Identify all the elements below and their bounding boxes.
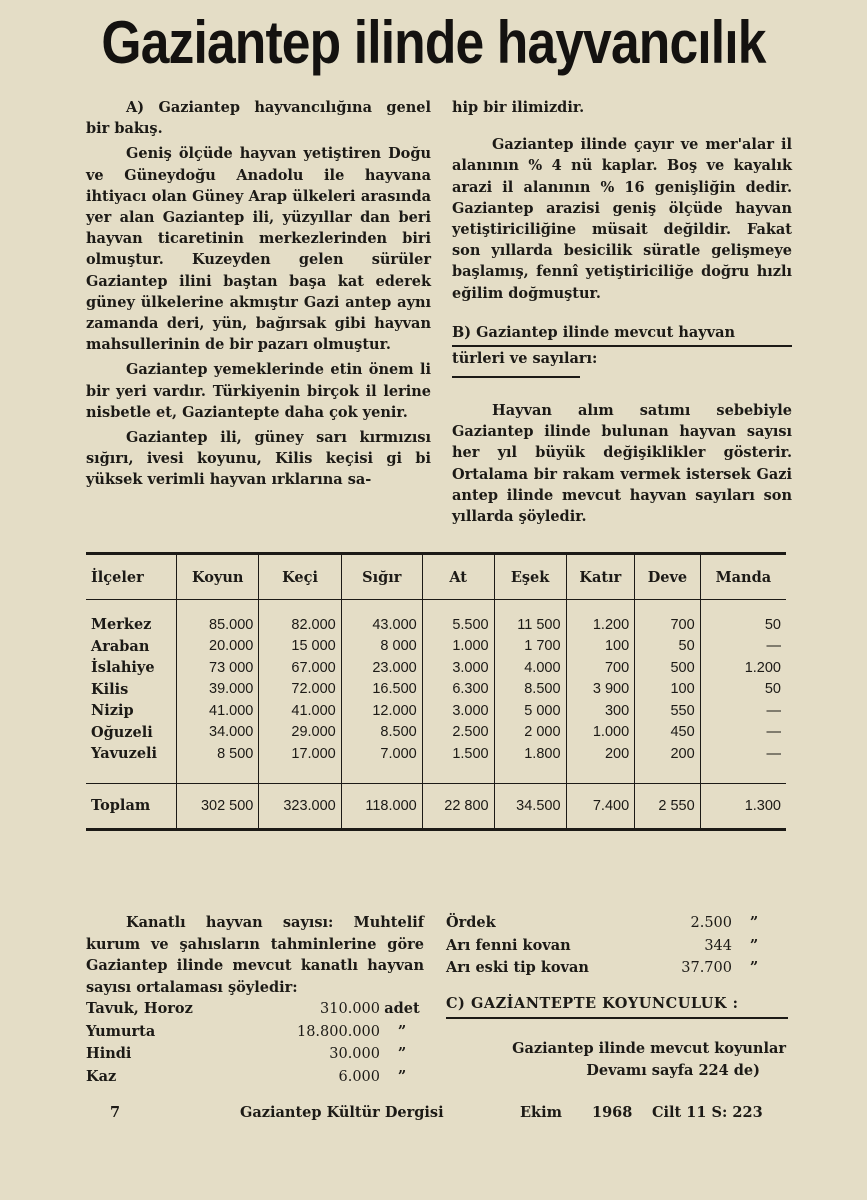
count-value: 37.700 xyxy=(681,960,732,976)
livestock-count: 8 500 xyxy=(177,743,259,765)
spacer-row xyxy=(86,765,786,784)
total-count: 7.400 xyxy=(566,783,635,829)
livestock-count: 300 xyxy=(566,700,635,722)
item-label: Hindi xyxy=(86,1045,132,1062)
poultry-list xyxy=(446,912,776,980)
poultry-list xyxy=(86,998,424,1088)
livestock-count: 1.200 xyxy=(566,614,635,636)
livestock-count: 8.500 xyxy=(494,679,566,701)
livestock-count: 82.000 xyxy=(259,614,341,636)
volume-issue: Cilt 11 S: 223 xyxy=(652,1104,763,1121)
total-count: 323.000 xyxy=(259,783,341,829)
item-value xyxy=(681,957,776,980)
item-value xyxy=(320,998,424,1021)
livestock-count: 20.000 xyxy=(177,636,259,658)
right-column-lower xyxy=(452,400,792,531)
livestock-count: 41.000 xyxy=(259,700,341,722)
livestock-count: 1.800 xyxy=(494,743,566,765)
livestock-count: 100 xyxy=(635,679,701,701)
livestock-count: 29.000 xyxy=(259,722,341,744)
district-name: Nizip xyxy=(91,702,134,720)
column-header: Manda xyxy=(700,554,786,600)
right-column xyxy=(452,97,792,308)
count-value: 2.500 xyxy=(690,915,732,931)
livestock-count: 700 xyxy=(635,614,701,636)
section-c-text xyxy=(446,1038,786,1081)
paragraph: Gaziantep ili, güney sarı kırmızısı sığırı, ivesi koyunu, Kilis keçisi gi bi yüksek verimli hayvan ırklarına sa- xyxy=(86,429,431,489)
total-count: 1.300 xyxy=(700,783,786,829)
livestock-count: 200 xyxy=(635,743,701,765)
page-title: Gaziantep ilinde hayvancılık xyxy=(101,9,766,76)
poultry-section-right xyxy=(446,912,776,980)
list-item xyxy=(86,1043,424,1066)
livestock-count: 1.200 xyxy=(700,657,786,679)
paragraph: Gaziantep ilinde çayır ve mer'alar il alanının % 4 nü kaplar. Boş ve kayalık arazi il alanının % 16 genişliğin dedir. Gaziantep arazisi geniş ölçüde hayvan yetiştiriciliğine müsait değildir. Fakat son yıllarda besicilik süratle gelişmeye başlamış, fennî yetiştiriciliğe doğru hızlı eğilim doğmuştur. xyxy=(452,136,792,302)
heading-underline xyxy=(452,345,792,347)
count-unit: ” xyxy=(397,1045,407,1062)
item-label: Yumurta xyxy=(86,1022,156,1040)
livestock-count: 50 xyxy=(700,679,786,701)
column-header: Katır xyxy=(566,554,635,600)
livestock-count: 23.000 xyxy=(341,657,422,679)
livestock-count: 41.000 xyxy=(177,700,259,722)
list-item xyxy=(86,1021,424,1044)
livestock-count: 67.000 xyxy=(259,657,341,679)
section-c-heading: C) GAZİANTEPTE KOYUNCULUK : xyxy=(446,995,739,1012)
item-label: Arı eski tip kovan xyxy=(446,959,589,976)
district-name: Oğuzeli xyxy=(91,723,153,741)
item-label: Tavuk, Horoz xyxy=(86,1000,193,1017)
livestock-count: 50 xyxy=(700,614,786,636)
paragraph: Geniş ölçüde hayvan yetiştiren Doğu ve Güneydoğu Anadolu ile hayvana ihtiyacı olan Güney Arap ülkeleri arasında yer alan Gaziantep ili, yüzyıllar dan beri hayvan ticaretinin merkezlerinden biri olmuştur. Kuzeyden gelen sürüler Gaziantep ilini baştan başa kat ederek güney ülkelerine akmıştır Gazi antep aynı zamanda deri, yün, bağırsak gibi hayvan mahsullerinin de bir pazarı olmuştur. xyxy=(86,145,431,354)
table-row xyxy=(86,614,786,636)
total-count: 22 800 xyxy=(422,783,494,829)
total-row xyxy=(86,783,786,829)
total-count: 302 500 xyxy=(177,783,259,829)
paragraph: Hayvan alım satımı sebebiyle Gaziantep ilinde bulunan hayvan sayısı her yıl büyük değişiklikler gösterir. Ortalama bir rakam vermek istersek Gazi antep ilinde mevcut hayvan sayıları son yıllarda şöyledir. xyxy=(452,402,792,526)
livestock-count: 3 900 xyxy=(566,679,635,701)
paragraph: hip bir ilimizdir. xyxy=(452,99,585,116)
livestock-count: — xyxy=(700,636,786,658)
livestock-count: 16.500 xyxy=(341,679,422,701)
count-value: 310.000 xyxy=(320,1001,380,1017)
list-item xyxy=(86,1066,424,1089)
table-row xyxy=(86,722,786,744)
count-unit: ” xyxy=(397,1067,407,1085)
count-unit: ” xyxy=(397,1022,407,1040)
table-row xyxy=(86,657,786,679)
livestock-count: 50 xyxy=(635,636,701,658)
count-value: 30.000 xyxy=(329,1046,380,1062)
livestock-count: — xyxy=(700,700,786,722)
table-row xyxy=(86,700,786,722)
livestock-count: 17.000 xyxy=(259,743,341,765)
district-name: İslahiye xyxy=(91,659,155,677)
count-unit: ” xyxy=(749,959,759,976)
item-label: Ördek xyxy=(446,914,496,931)
column-header: Deve xyxy=(635,554,701,600)
count-unit: ” xyxy=(749,914,759,931)
list-item xyxy=(446,912,776,935)
continuation-note: Devamı sayfa 224 de) xyxy=(586,1061,760,1079)
count-unit: ” xyxy=(749,936,759,954)
count-value: 6.000 xyxy=(338,1068,380,1085)
district-name: Kilis xyxy=(91,680,129,698)
livestock-count: 73 000 xyxy=(177,657,259,679)
livestock-count: 700 xyxy=(566,657,635,679)
livestock-count: 43.000 xyxy=(341,614,422,636)
livestock-count: 72.000 xyxy=(259,679,341,701)
section-b-heading: B) Gaziantep ilinde mevcut hayvan türleri ve sayıları: xyxy=(452,324,736,367)
livestock-count: 2.500 xyxy=(422,722,494,744)
livestock-count: 5.500 xyxy=(422,614,494,636)
column-header: Keçi xyxy=(259,554,341,600)
livestock-count: 500 xyxy=(635,657,701,679)
item-value xyxy=(690,912,776,935)
column-header: İlçeler xyxy=(86,554,177,600)
journal-name: Gaziantep Kültür Dergisi xyxy=(240,1104,444,1121)
item-value xyxy=(704,935,776,958)
district-name: Araban xyxy=(91,637,150,655)
livestock-count: 2 000 xyxy=(494,722,566,744)
heading-underline xyxy=(446,1017,788,1019)
livestock-count: 1 700 xyxy=(494,636,566,658)
district-name: Yavuzeli xyxy=(91,745,158,763)
livestock-table xyxy=(86,552,786,831)
count-unit: adet xyxy=(384,1000,420,1017)
column-header: Eşek xyxy=(494,554,566,600)
item-value xyxy=(297,1021,424,1044)
livestock-count: 6.300 xyxy=(422,679,494,701)
item-value xyxy=(338,1066,424,1089)
livestock-count: 100 xyxy=(566,636,635,658)
livestock-count: — xyxy=(700,743,786,765)
livestock-count: 7.000 xyxy=(341,743,422,765)
paragraph: Gaziantep yemeklerinde etin önem li bir yeri vardır. Türkiyenin birçok il lerine nisbetle et, Gaziantepte daha çok yenir. xyxy=(86,361,431,421)
total-count: 2 550 xyxy=(635,783,701,829)
table-row xyxy=(86,743,786,765)
livestock-count: 1.000 xyxy=(566,722,635,744)
left-column xyxy=(86,97,431,495)
poultry-section xyxy=(86,912,424,1088)
total-count: 34.500 xyxy=(494,783,566,829)
list-item xyxy=(446,935,776,958)
livestock-count: 5 000 xyxy=(494,700,566,722)
table-row xyxy=(86,636,786,658)
poultry-intro: Kanatlı hayvan sayısı: Muhtelif kurum ve şahısların tahminlerine göre Gaziantep ilinde mevcut kanatlı hayvan sayısı ortalaması şöyledir: xyxy=(86,914,424,996)
livestock-count: 200 xyxy=(566,743,635,765)
livestock-count: 3.000 xyxy=(422,700,494,722)
district-name: Merkez xyxy=(91,616,152,634)
list-item xyxy=(446,957,776,980)
livestock-count: 4.000 xyxy=(494,657,566,679)
issue-month: Ekim xyxy=(520,1104,562,1121)
livestock-count: 550 xyxy=(635,700,701,722)
item-value xyxy=(329,1043,424,1066)
item-label: Arı fenni kovan xyxy=(446,936,571,954)
livestock-count: 8 000 xyxy=(341,636,422,658)
heading-underline xyxy=(452,376,580,378)
livestock-count: 15 000 xyxy=(259,636,341,658)
livestock-count: 12.000 xyxy=(341,700,422,722)
total-label: Toplam xyxy=(86,783,177,829)
livestock-count: 85.000 xyxy=(177,614,259,636)
list-item xyxy=(86,998,424,1021)
page-number: 7 xyxy=(110,1104,121,1121)
count-value: 344 xyxy=(704,937,732,954)
livestock-count: 1.000 xyxy=(422,636,494,658)
livestock-count: 11 500 xyxy=(494,614,566,636)
table-header-row xyxy=(86,554,786,600)
column-header: Sığır xyxy=(341,554,422,600)
livestock-count: 450 xyxy=(635,722,701,744)
paragraph: Gaziantep ilinde mevcut koyunlar xyxy=(512,1040,786,1057)
table-row xyxy=(86,679,786,701)
livestock-count: 3.000 xyxy=(422,657,494,679)
item-label: Kaz xyxy=(86,1067,117,1085)
total-count: 118.000 xyxy=(341,783,422,829)
column-header: Koyun xyxy=(177,554,259,600)
issue-year: 1968 xyxy=(592,1104,633,1121)
count-value: 18.800.000 xyxy=(296,1023,380,1040)
spacer-row xyxy=(86,600,786,615)
livestock-count: 8.500 xyxy=(341,722,422,744)
section-a-heading: A) Gaziantep hayvancılığına genel bir bakış. xyxy=(86,99,431,138)
livestock-count: 39.000 xyxy=(177,679,259,701)
livestock-count: — xyxy=(700,722,786,744)
livestock-count: 1.500 xyxy=(422,743,494,765)
livestock-count: 34.000 xyxy=(177,722,259,744)
column-header: At xyxy=(422,554,494,600)
